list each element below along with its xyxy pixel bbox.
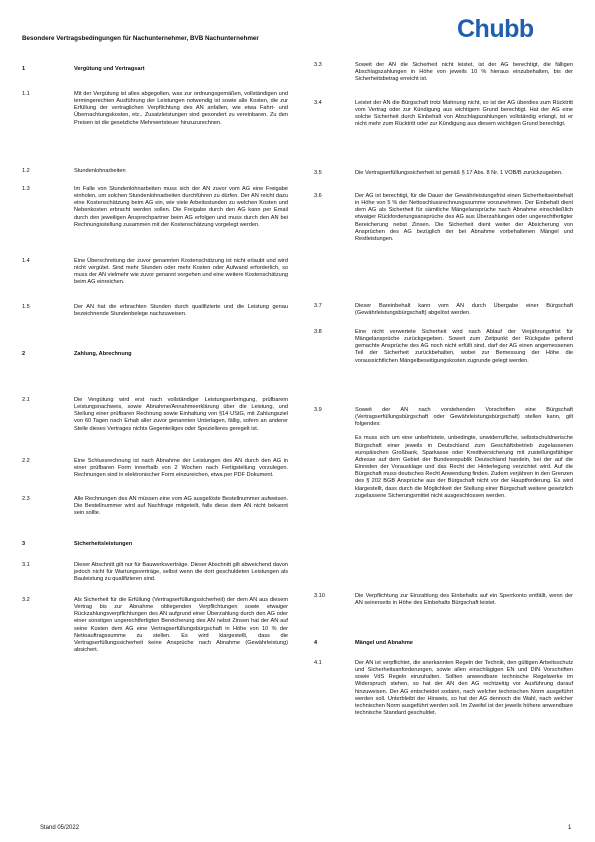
clause-number: 2.2 [22,458,30,464]
clause-number: 3.3 [314,62,322,68]
clause-body [355,593,573,607]
clause-number: 1.4 [22,258,30,264]
clause-text: Sicherheitsleistungen [74,541,133,547]
clause-body [74,91,288,127]
clause-text: Mit der Vergütung ist alles abgegolten, was zur ordnungsgemäßen, vollständigen und termingerechten Ausführung der Leistungen notwendig ist sowie alle Kosten, die zur Erfüllung der vertraglichen Verpflichtung des AN anfallen, wie etwa Fahrt- und Übernachtungskosten, etc.. Zusatzleistungen sind gesondert zu vereinbaren. Zu den Preisen ist die gesetzliche Mehrwertsteuer hinzuzurechnen. [74,91,288,126]
clause-text: Der AG ist berechtigt, für die Dauer der Gewährleistungsfrist einen Sicherheitseinbehalt in Höhe von 5 % der Nettoschlussrechnungssumme vorzunehmen. Der Einbehalt dient dem AG als Sicherheit für sämtliche Mängelansprüche nach Abnahme einschließlich etwaiger Rückforderungsansprüche des AG aus Überzahlungen oder ungerechtfertigter Bereicherung nebst Zinsen. Die Sicherheit dient weiter der Absicherung von Ansprüchen des AG bezüglich der bei Abnahme vorbehaltenen Mängel und Restleistungen. [355,193,573,242]
clause-body [355,303,573,317]
clause-body [355,407,573,500]
clause-body [74,597,288,654]
clause-text: Dieser Abschnitt gilt nur für Bauwerksverträge. Dieser Abschnitt gilt abweichend davon jedoch nicht für Wartungsverträge, selbst wenn die dort geschuldeten Leistungen als Bauleistung zu qualifizieren sind. [74,562,288,583]
chubb-logo: Chubb [457,15,534,43]
document-title: Besondere Vertragsbedingungen für Nachunternehmer, BVB Nachunternehmer [22,35,259,42]
clause-body [74,66,288,73]
clause-text: Dieser Bareinbehalt kann vom AN durch Übergabe einer Bürgschaft (Gewährleistungsbürgschaft) abgelöst werden. [355,303,573,317]
clause-text: Soweit der AN die Sicherheit nicht leistet, ist der AG berechtigt, die fälligen Abschlagszahlungen in Höhe von jeweils 10 % hieraus einzubehalten, bis der Sicherheitsbetrag erreicht ist. [355,62,573,83]
clause-text: Als Sicherheit für die Erfüllung (Vertragserfüllungssicherheit) der dem AN aus diesem Vertrag bis zur Abnahme obliegenden Verpflichtungen sowie etwaiger Rückzahlungsverpflichtungen des AN aufgrund einer Überzahlung durch den AG oder einer sonstigen ungerechtfertigten Bereicherung des AN nebst Zinsen hat der AN auf seine Kosten dem AG eine Vertragserfüllungsbürgschaft in Höhe von 10 % der Nettoauftragssumme zu stellen. Es wird klargestellt, dass die Vertragserfüllungssicherheit keine Ansprüche nach Abnahme (Gewährleistung) absichert. [74,597,288,654]
clause-number: 3.2 [22,597,30,603]
clause-number: 3.4 [314,100,322,106]
clause-body [74,541,288,548]
clause-body [74,458,288,479]
clause-text: Der AN hat die erbrachten Stunden durch qualifizierte und die Leistung genau bezeichnende Stundenbelege nachzuweisen. [74,304,288,318]
clause-text: Im Falle von Stundenlohnarbeiten muss sich der AN zuvor vom AG eine Freigabe einholen, um solchen Stundenlohnarbeiten durchführen zu dürfen. Der AN reicht dazu eine Kostenschätzung beim AG ein, wie viele Arbeitsstunden zu welchen Kosten und Nebenkosten erbracht werden sollen. Die Freigabe durch den AG kann per Email durch den jeweiligen Ansprechpartner beim AG erfolgen und muss durch den AN bei Rechnungsstellung zusammen mit der Kostenschätzung vorgelegt werden. [74,186,288,228]
clause-body [355,193,573,243]
clause-number: 1.3 [22,186,30,192]
clause-text-continued: Es muss sich um eine unbefristete, unbedingte, unwiderrufliche, selbstschuldnerische Bürgschaft einer jeweils in Deutschland zum Geschäftsbetrieb zugelassenen europäischen Großbank, Sparkasse oder Kreditversicherung mit zustellungsfähiger Adresse auf dem Gebiet der Bundesrepublik Deutschland handeln, bei der auf die Einreden der Vorausklage und das Recht der Hinterlegung verzichtet wird. Auf die Bürgschaft muss deutsches Recht Anwendung finden. Zudem verjähren in den Grenzen des § 202 BGB Ansprüche aus der Bürgschaft nicht vor der Hauptforderung. Es wird klargestellt, dass durch die Möglichkeit der Stellung einer Bürgschaft weitere gesetzlich zugelassene Sicherungsmittel nicht ausgeschlossen werden. [355,435,573,499]
footer-stand: Stand 05/2022 [40,825,80,831]
clause-number: 3.9 [314,407,322,413]
clause-text: Eine Überschreitung der zuvor genannten Kostenschätzung ist nicht erlaubt und wird nicht vergütet. Sind mehr Stunden oder mehr Kosten oder Aufwand erforderlich, so muss der AN vielmehr wie zuvor genannt vorgehen und eine weitere Kostenschätzung beim AG einreichen. [74,258,288,286]
clause-number: 3.1 [22,562,30,568]
clause-body [74,397,288,433]
clause-text: Leistet der AN die Bürgschaft trotz Mahnung nicht, so ist der AG überdies zum Rücktritt vom Vertrag oder zur Kündigung aus wichtigem Grund berechtigt. Hat der AG eine solche Sicherheit durch Einbehalt von Abschlagszahlungen vollständig erlangt, ist er nicht mehr zum Rücktritt oder zur Kündigung aus diesem wichtigen Grund berechtigt. [355,100,573,128]
clause-text: Zahlung, Abrechnung [74,351,132,357]
clause-number: 1 [22,66,26,72]
clause-body [74,258,288,287]
clause-number: 2.1 [22,397,30,403]
clause-text: Die Vertragserfüllungssicherheit ist gemäß § 17 Abs. 8 Nr. 1 VOB/B zurückzugeben. [355,170,563,176]
clause-body [74,168,288,175]
clause-number: 2.3 [22,496,30,502]
clause-number: 2 [22,351,26,357]
clause-number: 1.5 [22,304,30,310]
clause-number: 4 [314,640,318,646]
clause-text: Alle Rechnungen des AN müssen eine vom AG ausgelöste Bestellnummer aufweisen. Die Bestellnummer wird auf Nachfrage mitgeteilt, falls diese dem AN nicht bekannt sein sollte. [74,496,288,517]
clause-body [355,62,573,83]
clause-text: Die Vergütung wird erst nach vollständiger Leistungserbringung, prüfbarem Leistungsnachweis, sowie Abnahme/Annahmeerklärung über die Leistung, und Stellung einer prüfbaren Rechnung sowie Einhaltung von §14 UStG, mit Zahlungsziel von 60 Tagen nach Erhalt aller zuvor genannten Unterlagen, fällig, sofern an anderer Stelle dieses Vertrages nichts Gegenteiliges oder Spezielleres geregelt ist. [74,397,288,432]
clause-text: Stundenlohnarbeiten [74,168,126,174]
page-number: 1 [568,825,572,831]
clause-text: Mängel und Abnahme [355,640,413,646]
clause-body [74,562,288,583]
clause-body [355,329,573,365]
clause-text: Vergütung und Vertragsart [74,66,145,72]
clause-body [355,170,573,177]
clause-body [74,351,288,358]
clause-body [355,100,573,129]
clause-body [355,640,573,647]
clause-number: 1.2 [22,168,30,174]
clause-body [74,496,288,517]
clause-text: Soweit der AN nach vorstehenden Vorschriften eine Bürgschaft (Vertragserfüllungsbürgschaft oder Gewährleistungsbürgschaft) stellen kann, gilt folgendes: [355,407,573,428]
clause-text: Die Verpflichtung zur Einzahlung des Einbehalts auf ein Sperrkonto entfällt, wenn der AN seinerseits in Höhe des Einbehalts Bürgschaft leistet. [355,593,573,607]
clause-number: 4.1 [314,660,322,666]
clause-number: 3.5 [314,170,322,176]
clause-number: 3.7 [314,303,322,309]
clause-body [74,304,288,318]
clause-text: Eine Schlussrechnung ist nach Abnahme der Leistungen des AN durch den AG in einer prüfbaren Form innerhalb von 2 Wochen nach Fertigstellung vorzulegen. Rechnungen sind in elektronischer Form einzureichen, etwa per PDF Dokument. [74,458,288,479]
clause-body [355,660,573,717]
clause-number: 3.6 [314,193,322,199]
clause-number: 1.1 [22,91,30,97]
clause-text: Der AN ist verpflichtet, die anerkannten Regeln der Technik, den gültigen Arbeitsschutz und Sicherheitsanforderungen, sowie allen einschlägigen EN und DIN Vorschriften sowie VdS Regeln einzuhalten. Sollten anwendbare technische Regelwerke im Widerspruch stehen, so hat der AN den AG rechtzeitig vor Ausführung darauf hinzuweisen. Der AG entscheidet sodann, nach welcher technischen Norm ausgeführt werden soll. Unterbleibt der Hinweis, so hat der AG dennoch die Wahl, nach welcher technischen Norm ausgeführt werden soll. Im Zweifel ist der jeweils höhere anwendbare technische Standard geschuldet. [355,660,573,717]
clause-number: 3 [22,541,26,547]
clause-text: Eine nicht verwertete Sicherheit wird nach Ablauf der Verjährungsfrist für Mängelansprüche zurückgegeben. Soweit zum Zeitpunkt der Rückgabe geltend gemachte Ansprüche des AG noch nicht erfüllt sind, darf der AG einen angemessenen Teil der Sicherheit zurückbehalten, wobei zur Bemessung der Höhe die voraussichtlichen Mängelbeseitigungskosten zugrunde gelegt werden. [355,329,573,364]
clause-number: 3.10 [314,593,325,599]
clause-number: 3.8 [314,329,322,335]
clause-body [74,186,288,229]
